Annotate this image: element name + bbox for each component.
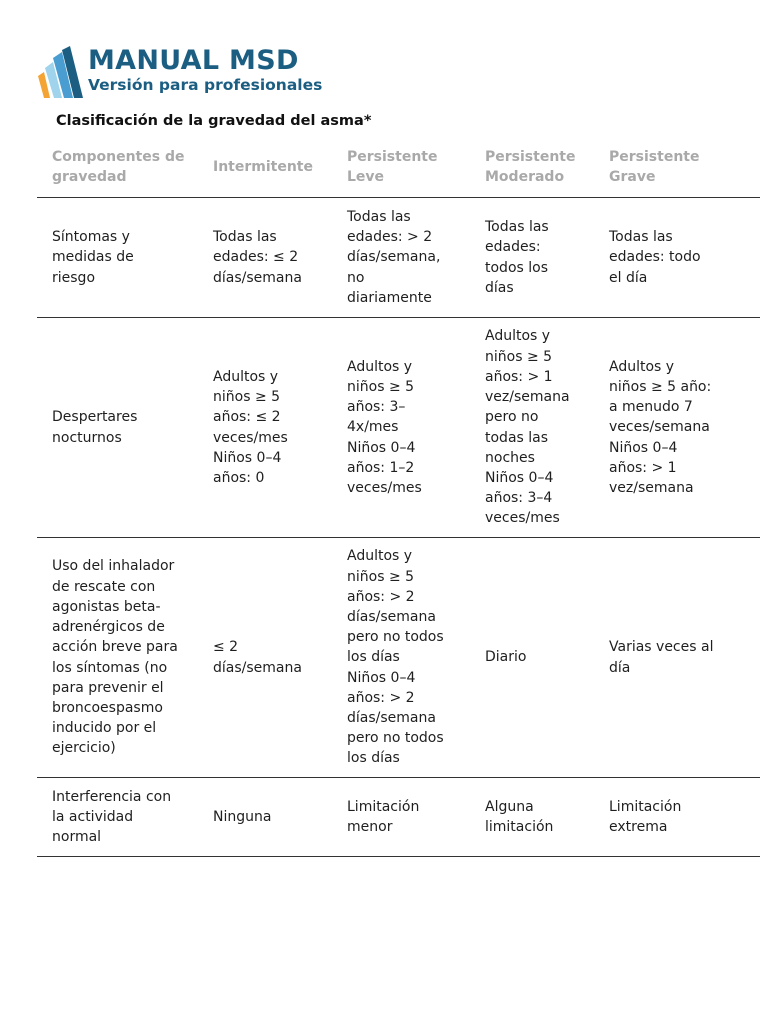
table-cell: Uso del inhalador de rescate con agonistas beta- adrenérgicos de acción breve para los síntomas (no para prevenir el broncoespasmo inducido por el ejercicio)	[52, 558, 178, 757]
table-cell: Interferencia con la actividad normal	[52, 788, 172, 846]
table-cell: Adultos y niños ≥ 5 años: > 2 días/semana pero no todos los días Niños 0–4 años: > 2 días/semana pero no todos los días	[347, 548, 444, 767]
table-cell: Despertares nocturnos	[52, 409, 138, 446]
table-cell: Todas las edades: > 2 días/semana, no diariamente	[347, 208, 441, 306]
table-cell: Adultos y niños ≥ 5 años: ≤ 2 veces/mes Niños 0–4 años: 0	[213, 368, 288, 486]
table-row-interferencia	[37, 778, 760, 857]
table-cell: Limitación menor	[347, 798, 420, 835]
table-cell: Ninguna	[213, 808, 272, 825]
column-header-persistente-grave: Persistente Grave	[609, 149, 700, 185]
column-header-componentes: Componentes de gravedad	[52, 149, 185, 185]
table-cell: ≤ 2 días/semana	[213, 639, 302, 676]
column-header-intermitente: Intermitente	[213, 159, 313, 175]
table-row-inhalador	[37, 538, 760, 778]
brand-title: MANUAL MSD	[88, 45, 299, 76]
table-cell: Adultos y niños ≥ 5 año: a menudo 7 veces/semana Niños 0–4 años: > 1 vez/semana	[609, 358, 712, 496]
table-cell: Todas las edades: todo el día	[609, 229, 701, 286]
table-cell: Adultos y niños ≥ 5 años: 3– 4x/mes Niños 0–4 años: 1–2 veces/mes	[347, 358, 422, 496]
table-row-despertares	[37, 318, 760, 538]
table-header-row	[37, 143, 760, 198]
severity-table	[37, 143, 760, 857]
table-title: Clasificación de la gravedad del asma*	[56, 113, 372, 129]
brand-subtitle: Versión para profesionales	[88, 76, 323, 94]
table-cell: Alguna limitación	[485, 798, 554, 835]
table-row-sintomas	[37, 198, 760, 318]
manual-msd-logo-icon	[36, 46, 86, 98]
table-cell: Varias veces al día	[609, 639, 714, 676]
column-header-persistente-leve: Persistente Leve	[347, 149, 438, 185]
table-cell: Diario	[485, 649, 527, 666]
column-header-persistente-moderado: Persistente Moderado	[485, 149, 576, 185]
table-cell: Síntomas y medidas de riesgo	[52, 229, 134, 286]
table-cell: Todas las edades: todos los días	[485, 219, 549, 296]
table-cell: Limitación extrema	[609, 798, 682, 835]
table-cell: Todas las edades: ≤ 2 días/semana	[213, 229, 302, 286]
header	[36, 44, 456, 100]
table-cell: Adultos y niños ≥ 5 años: > 1 vez/semana pero no todas las noches Niños 0–4 años: 3–4 veces/mes	[485, 328, 570, 527]
